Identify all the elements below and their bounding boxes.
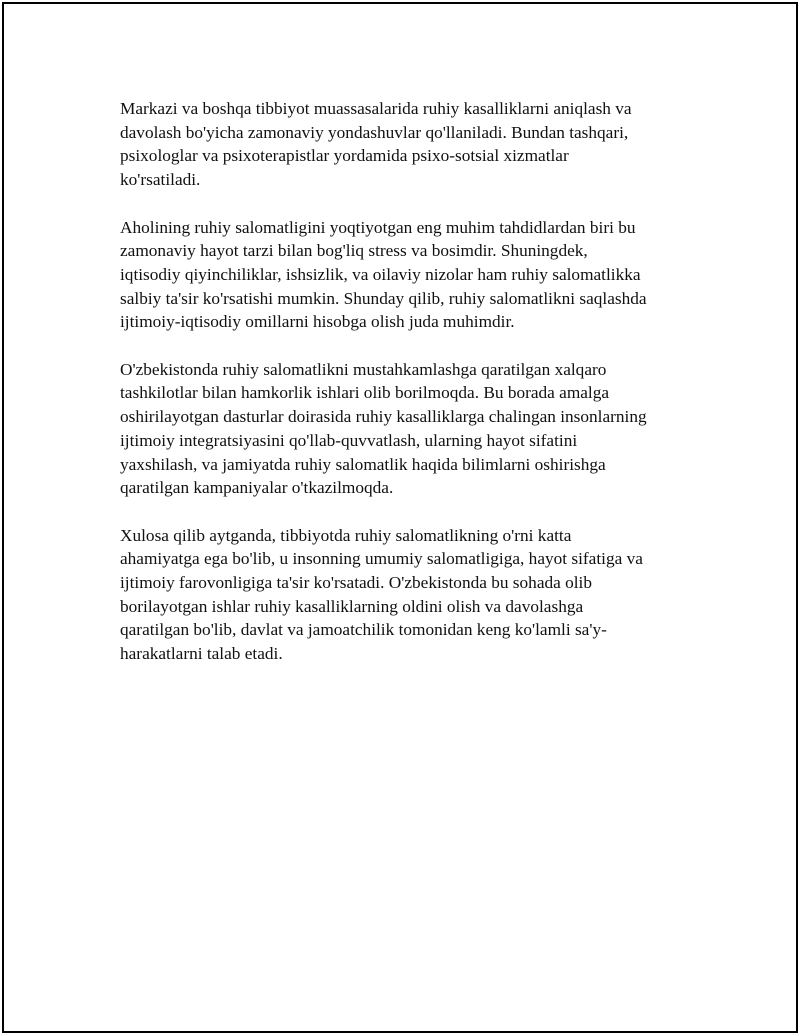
text-line: qaratilgan kampaniyalar o'tkazilmoqda. <box>120 478 394 498</box>
text-line: tashkilotlar bilan hamkorlik ishlari olib borilmoqda. Bu borada amalga <box>120 383 610 403</box>
paragraph-1 <box>120 97 688 192</box>
text-line: ko'rsatiladi. <box>120 170 201 190</box>
text-line: ijtimoiy integratsiyasini qo'llab-quvvatlash, ularning hayot sifatini <box>120 430 578 450</box>
text-line: salbiy ta'sir ko'rsatishi mumkin. Shunday qilib, ruhiy salomatlikni saqlashda <box>120 288 647 308</box>
text-line: qaratilgan bo'lib, davlat va jamoatchilik tomonidan keng ko'lamli sa'y- <box>120 620 607 640</box>
text-line: O'zbekistonda ruhiy salomatlikni mustahkamlashga qaratilgan xalqaro <box>120 359 607 379</box>
text-line: Aholining ruhiy salomatligini yoqtiyotgan eng muhim tahdidlardan biri bu <box>120 217 636 237</box>
text-line: borilayotgan ishlar ruhiy kasalliklarning oldini olish va davolashga <box>120 596 584 616</box>
paragraph-2 <box>120 216 688 335</box>
text-line: psixologlar va psixoterapistlar yordamida psixo-sotsial xizmatlar <box>120 146 569 166</box>
document-body <box>120 97 688 690</box>
text-line: davolash bo'yicha zamonaviy yondashuvlar qo'llaniladi. Bundan tashqari, <box>120 122 629 142</box>
text-line: oshirilayotgan dasturlar doirasida ruhiy kasalliklarga chalingan insonlarning <box>120 407 647 427</box>
text-line: iqtisodiy qiyinchiliklar, ishsizlik, va oilaviy nizolar ham ruhiy salomatlikka <box>120 264 641 284</box>
paragraph-4 <box>120 524 688 666</box>
text-line: zamonaviy hayot tarzi bilan bog'liq stress va bosimdir. Shuningdek, <box>120 241 588 261</box>
page-frame <box>2 2 798 1033</box>
text-line: ijtimoiy-iqtisodiy omillarni hisobga olish juda muhimdir. <box>120 312 515 332</box>
text-line: ijtimoiy farovonligiga ta'sir ko'rsatadi. O'zbekistonda bu sohada olib <box>120 573 593 593</box>
text-line: Markazi va boshqa tibbiyot muassasalarida ruhiy kasalliklarni aniqlash va <box>120 99 632 118</box>
paragraph-3 <box>120 358 688 500</box>
text-line: harakatlarni talab etadi. <box>120 644 283 664</box>
text-line: ahamiyatga ega bo'lib, u insonning umumiy salomatligiga, hayot sifatiga va <box>120 549 643 569</box>
text-line: yaxshilash, va jamiyatda ruhiy salomatlik haqida bilimlarni oshirishga <box>120 454 606 474</box>
text-line: Xulosa qilib aytganda, tibbiyotda ruhiy salomatlikning o'rni katta <box>120 525 572 545</box>
